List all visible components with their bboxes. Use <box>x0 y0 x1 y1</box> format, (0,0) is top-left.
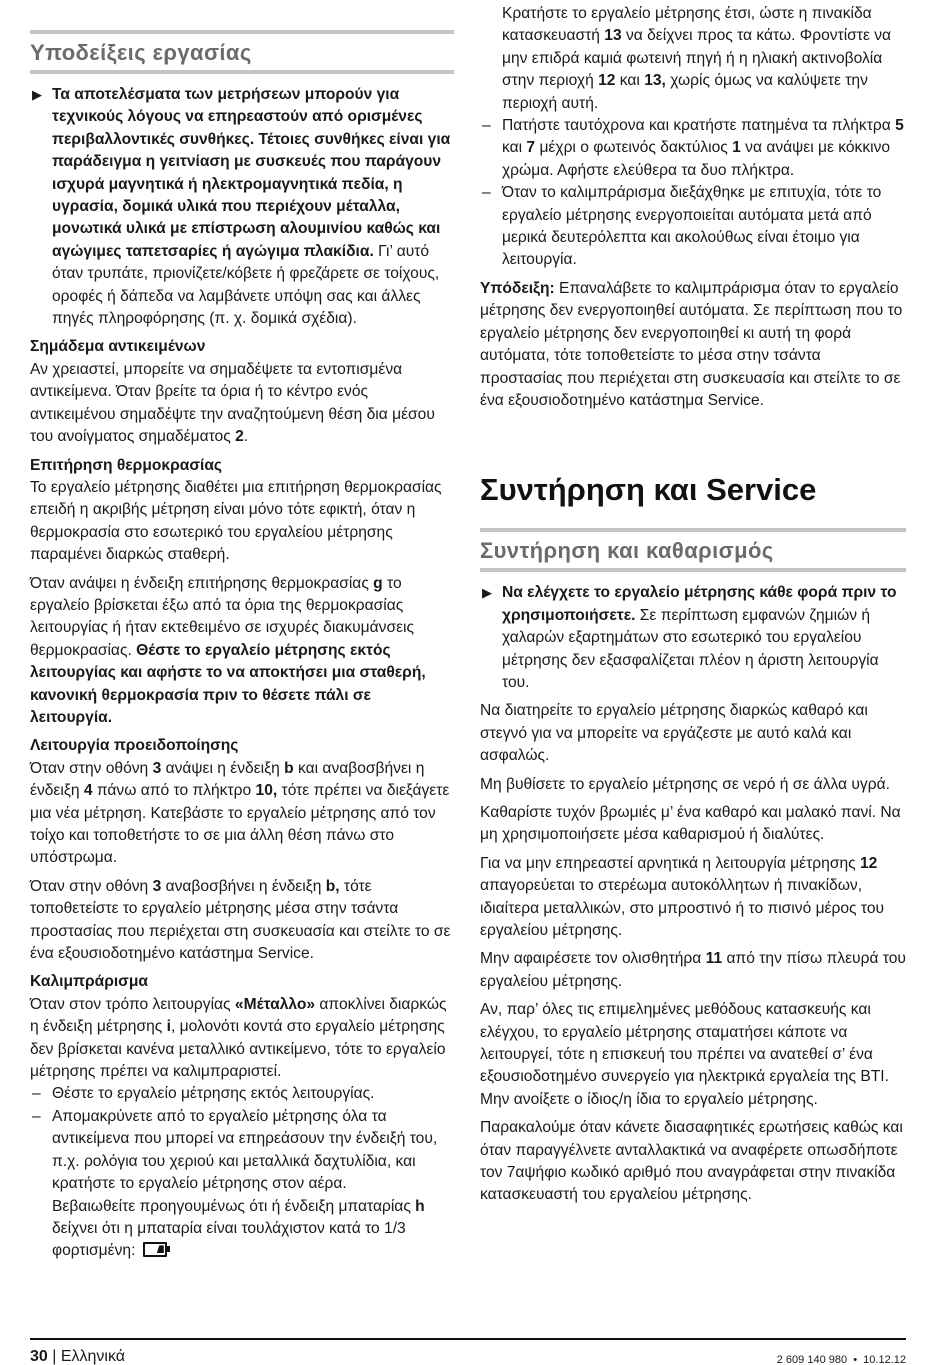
ref-letter: i <box>166 1018 171 1036</box>
ref-letter: h <box>415 1197 425 1215</box>
ref: 1 <box>732 139 741 157</box>
paragraph-slider <box>480 948 906 993</box>
paragraph-no-stickers <box>480 853 906 943</box>
paragraph-cleaning: Καθαρίστε τυχόν βρωμιές μ’ ένα καθαρό και μαλακό πανί. Να μη χρησιμοποιήσετε μέσα καθαρισμού ή διαλύτες. <box>480 803 901 844</box>
text: ανάψει η ένδειξη <box>161 759 285 777</box>
calibration-step-2 <box>30 1106 454 1196</box>
ref: 4 <box>83 782 93 800</box>
calibration-holding-instruction <box>480 3 906 115</box>
text: Όταν στην οθόνη <box>30 877 153 895</box>
text: , μολονότι κοντά στο εργαλείο μέτρησης δεν βρίσκεται κανένα μεταλλικό αντικείμενο, τότε το εργαλείο μέτρησης πρέπει να καλιμπραριστεί. <box>30 1018 446 1081</box>
text: και αναβοσβήνει η ένδειξη <box>30 759 425 800</box>
paragraph-calibration <box>30 994 454 1084</box>
ref: b, <box>325 877 340 895</box>
text: Μην αφαιρέσετε τον ολισθητήρα <box>480 950 706 968</box>
ref: 3 <box>152 759 162 777</box>
paragraph-keep-clean: Να διατηρείτε το εργαλείο μέτρησης διαρκώς καθαρό και στεγνό για να μπορείτε να εργάζεστε με αυτό καλά και ασφαλώς. <box>480 702 868 765</box>
text: και <box>615 72 645 90</box>
text: απαγορεύεται το στερέωμα αυτοκόλλητων ή πινακίδων, ιδιαίτερα μεταλλικών, στο μπροστινό ή το πισινό μέρος του εργαλείου μέτρησης. <box>480 877 885 939</box>
warning-bold-text: Τα αποτελέσματα των μετρήσεων μπορούν για τεχνικούς λόγους να επηρεαστούν από ορισμένες περιβαλλοντικές συνθήκες. Τέτοιες συνθήκες είναι για παράδειγμα η γειτνίαση με συσκευές που παράγουν ισχυρά μαγνητικά ή ηλεκτρομαγνητικά πεδία, η υγρασία, δομικά υλικά που περιέχουν μέταλλα, μονωτικά υλικά με επίστρωση αλουμινίου καθώς και αγώγιμες ταπετσαρίες ή αγώγιμα πλακίδια. <box>52 86 451 260</box>
paragraph-warning-function-1 <box>30 758 454 870</box>
text: να ανάψει με κόκκινο χρώμα. Αφήστε ελεύθερα τα δυο πλήκτρα. <box>502 139 891 179</box>
ref: 12 <box>859 854 878 872</box>
arrow-right-icon: ▶ <box>32 87 42 102</box>
subheading-marking: Σημάδεμα αντικειμένων <box>30 338 206 356</box>
text: χωρίς όμως να καλύψετε την περιοχή αυτή. <box>502 72 868 112</box>
paragraph-repair: Αν, παρ’ όλες τις επιμελημένες μεθόδους κατασκευής και ελέγχου, το εργαλείο μέτρησης σταματήσει κάποτε να λειτουργεί, τότε η επισκευή του πρέπει να ανατεθεί σ’ ένα εξουσιοδοτημένο συνεργείο για ηλεκτρικά εργαλεία της BTI. Μην ανοίξετε ο ίδιος/η ίδια το εργαλείο μέτρησης. <box>480 1001 889 1108</box>
section-title: Συντήρηση και καθαρισμός <box>480 538 774 564</box>
text: το εργαλείο βρίσκεται έξω από τα όρια της θερμοκρασίας λειτουργίας ή ήταν εκτεθειμένο σε ισχυρές διακυμάνσεις θερμοκρασίας. <box>30 574 415 659</box>
step-text: Θέστε το εργαλείο μέτρησης εκτός λειτουργίας. <box>52 1085 375 1103</box>
calibration-step-4 <box>480 182 906 272</box>
ref: 3 <box>152 877 162 895</box>
text: τότε πρέπει να διεξάγετε μια νέα μέτρηση. Κατεβάστε το εργαλείο μέτρησης από τον τοίχο και τοποθετήστε το σε μια άλλη θέση πάνω στο υπόστρωμα. <box>30 782 450 867</box>
dash-bullet: – <box>482 117 491 135</box>
section-rule-bottom <box>480 568 906 572</box>
paragraph-part-number: Παρακαλούμε όταν κάνετε διασαφητικές ερωτήσεις καθώς και όταν παραγγέλνετε ανταλλακτικά να αναφέρετε οπωσδήποτε τον 7αψήφιο κωδικό αριθμό που αναγράφεται στην πινακίδα κατασκευαστή του εργαλείου μέτρησης. <box>480 1119 903 1204</box>
separator: | <box>47 1348 61 1365</box>
ref: 13, <box>644 72 666 90</box>
text: Πατήστε ταυτόχρονα και κρατήστε πατημένα τα πλήκτρα <box>502 117 896 135</box>
text: να δείχνει προς τα κάτω. Φροντίστε να μην επιδρά καμιά φωτεινή πηγή ή η ηλιακή ακτινοβολία στην περιοχή <box>502 27 892 90</box>
ref: 11 <box>705 950 723 968</box>
paragraph-warning-function-2 <box>30 876 454 966</box>
text: Για να μην επηρεαστεί αρνητικά η λειτουργία μέτρησης <box>480 854 860 872</box>
text: Βεβαιωθείτε προηγουμένως ότι ή ένδειξη μπαταρίας <box>52 1197 416 1215</box>
warning-note <box>30 84 454 330</box>
text: και <box>502 139 527 157</box>
step-text: Όταν το καλιμπράρισμα διεξάχθηκε με επιτυχία, τότε το εργαλείο μέτρησης ενεργοποιείται αυτόματα μετά από μερικά δευτερόλεπτα και ακολούθως είναι έτοιμο για λειτουργία. <box>502 184 882 269</box>
left-column <box>30 30 454 1263</box>
bold-instruction: Θέστε το εργαλείο μέτρησης εκτός λειτουργίας και αφήστε το να αποκτήσει μια σταθερή, κανονική θερμοκρασία πριν το θέσετε πάλι σε λειτουργία. <box>30 641 426 726</box>
arrow-right-icon: ▶ <box>482 585 492 601</box>
text: . <box>243 428 249 446</box>
chapter-title: Συντήρηση και Service <box>480 472 817 508</box>
subheading-warning-function: Λειτουργία προειδοποίησης <box>30 737 239 755</box>
doc-code: 2 609 140 980 • 10.12.12 <box>776 1354 906 1365</box>
ref: 5 <box>895 117 904 135</box>
dash-bullet: – <box>482 184 491 202</box>
text: αναβοσβήνει η ένδειξη <box>161 877 326 895</box>
ref: b <box>284 759 294 777</box>
warning-text: Γι’ αυτό όταν τρυπάτε, πριονίζετε/κόβετε ή φρεζάρετε σε τοίχους, οροφές ή δάπεδα να λαμβάνετε υπόψη σας και άλλες πηγές πληροφόρησης (π. χ. δομικά σχέδια). <box>52 242 440 328</box>
paragraph-marking <box>30 359 454 449</box>
ref: 7 <box>526 139 536 157</box>
text: Όταν στον τρόπο λειτουργίας <box>30 995 235 1013</box>
language-label: Ελληνικά <box>60 1348 126 1365</box>
battery-note <box>30 1196 454 1263</box>
text: Όταν ανάψει η ένδειξη επιτήρησης θερμοκρασίας <box>30 574 374 592</box>
text: πάνω από το πλήκτρο <box>92 782 256 800</box>
text: τότε τοποθετείστε το εργαλείο μέτρησης μέσα στην τσάντα προστασίας που περιέχεται στη συσκευασία και στείλτε το σε ένα εξουσιοδοτημένο κατάστημα Service. <box>30 877 451 963</box>
ref: 13 <box>604 27 622 45</box>
dash-bullet: – <box>32 1107 41 1125</box>
text: Αν χρειαστεί, μπορείτε να σημαδέψετε τα εντοπισμένα αντικείμενα. Όταν βρείτε τα όρια ή το κέντρο ενός αντικειμένου σημαδέψτε την αναζητούμενη θέση δια μέσου του ανοίγματος σημαδέματος <box>30 360 435 446</box>
subheading-temperature: Επιτήρηση θερμοκρασίας <box>30 456 223 474</box>
page-footer <box>30 1338 906 1365</box>
hint-text: Επαναλάβετε το καλιμπράρισμα όταν το εργαλείο μέτρησης δεν ενεργοποιηθεί αυτόματα. Σε περίπτωση που το εργαλείο μέτρησης δεν ενεργοποιηθεί κι αυτή τη φορά αυτόματα, τότε τοποθετείστε το μέσα στην τσάντα προστασίας που περιέχεται στη συσκευασία και στείλτε το σε ένα εξουσιοδοτημένο κατάστημα Service. <box>480 279 903 409</box>
text: από την πίσω πλευρά του εργαλείου μέτρησης. <box>480 950 906 990</box>
subheading-calibration: Καλιμπράρισμα <box>30 973 148 991</box>
section-header-work-tips <box>30 30 454 74</box>
text: δείχνει ότι η μπαταρία είναι τουλάχιστον κατά το 1/3 φορτισμένη: <box>52 1219 406 1260</box>
text: αποκλίνει διαρκώς η ένδειξη μέτρησης <box>30 995 447 1036</box>
footer-page-info <box>30 1346 125 1365</box>
calibration-step-3 <box>480 115 906 182</box>
page-number: 30 <box>30 1348 48 1365</box>
mode-name: «Μέταλλο» <box>234 995 316 1013</box>
text: Κρατήστε το εργαλείο μέτρησης έτσι, ώστε η πινακίδα κατασκευαστή <box>502 5 872 45</box>
section-title: Υποδείξεις εργασίας <box>30 40 252 65</box>
paragraph-no-immerse: Μη βυθίσετε το εργαλείο μέτρησης σε νερό ή σε άλλα υγρά. <box>480 775 890 793</box>
paragraph-temperature-1: Το εργαλείο μέτρησης διαθέτει μια επιτήρηση θερμοκρασίας επειδή η ακριβής μέτρηση είναι μόνο τότε εφικτή, όταν η θερμοκρασία στο εσωτερικό του εργαλείου μέτρησης παραμένει διαρκώς σταθερή. <box>30 478 442 564</box>
ref-number: 2 <box>235 428 244 446</box>
text: μέχρι ο φωτεινός δακτύλιος <box>535 139 733 157</box>
calibration-step-1 <box>30 1083 454 1105</box>
check-before-use-note <box>480 582 906 694</box>
text: Όταν στην οθόνη <box>30 759 153 777</box>
section-header-maintenance <box>480 528 906 572</box>
right-column <box>480 3 906 1213</box>
step-text: Απομακρύνετε από το εργαλείο μέτρησης όλα τα αντικείμενα που μπορεί να επηρεάσουν την ένδειξή του, π.χ. ρολόγια του χεριού και μεταλλικά δαχτυλίδια, και κρατήστε το εργαλείο μέτρησης στον αέρα. <box>52 1107 438 1193</box>
hint-label: Υπόδειξη: <box>480 279 555 297</box>
warning-bold-text: Να ελέγχετε το εργαλείο μέτρησης κάθε φορά πριν το χρησιμοποιήσετε. <box>502 584 897 624</box>
ref: 12 <box>598 72 616 90</box>
ref: 10, <box>255 782 278 800</box>
ref-letter: g <box>373 574 383 592</box>
dash-bullet: – <box>32 1085 41 1103</box>
battery-icon <box>143 1242 167 1257</box>
section-rule-bottom <box>30 70 454 74</box>
warning-text: Σε περίπτωση εμφανών ζημιών ή χαλαρών εξαρτημάτων στο εσωτερικό του εργαλείου μέτρησης δεν εξασφαλίζεται πλέον η άριστη λειτουργία του. <box>502 606 879 691</box>
calibration-hint <box>480 278 906 412</box>
paragraph-temperature-2 <box>30 573 454 730</box>
